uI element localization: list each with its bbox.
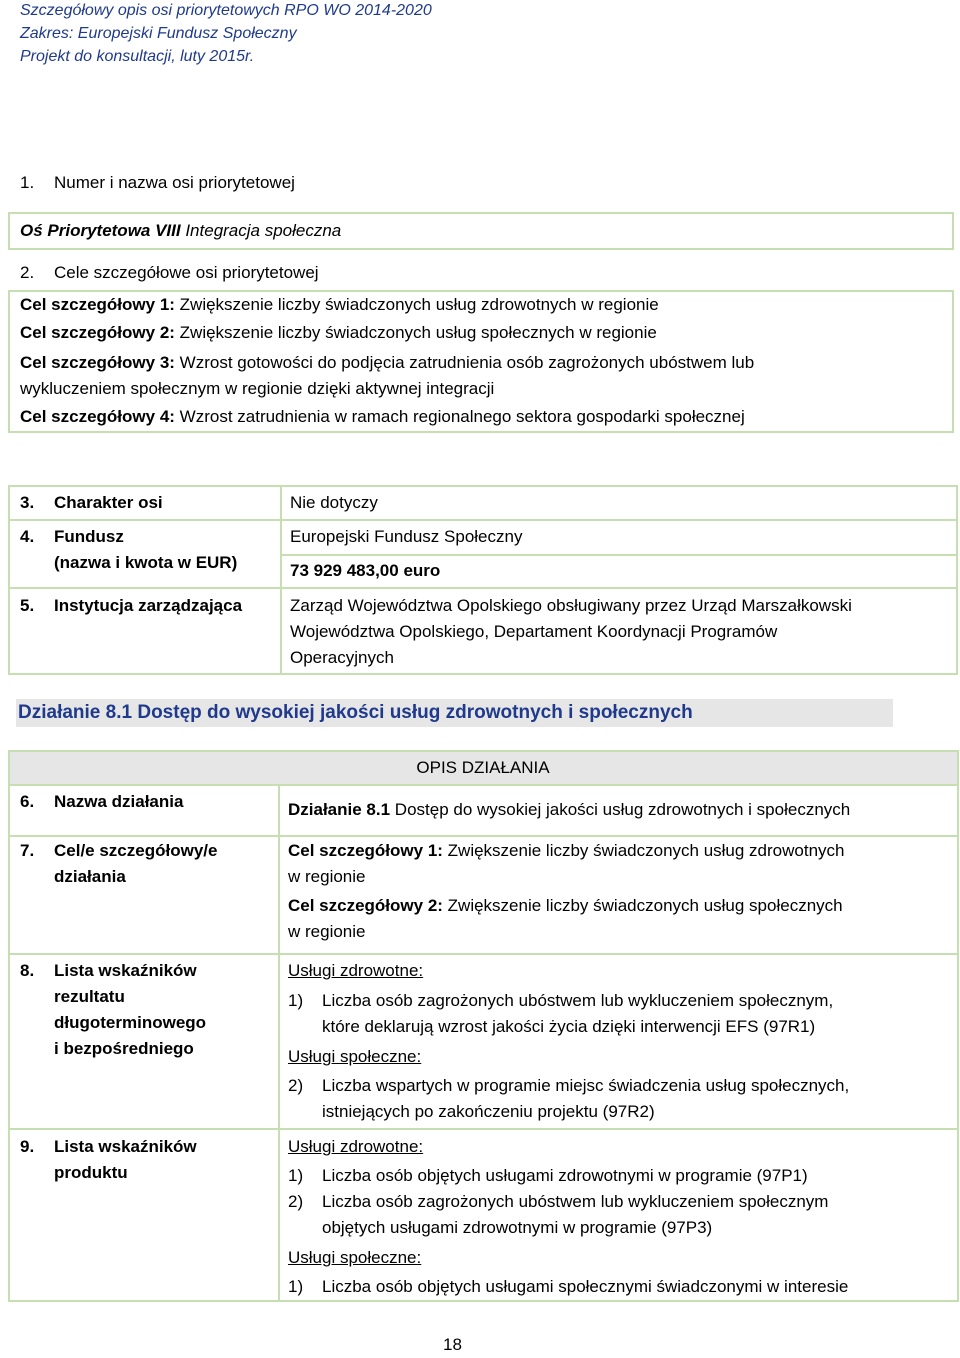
section1-title: Numer i nazwa osi priorytetowej bbox=[54, 173, 295, 192]
section3-label bbox=[20, 490, 163, 516]
row8-indicator-2-num: 2) bbox=[288, 1076, 304, 1095]
row8-indicator-1-num: 1) bbox=[288, 991, 304, 1010]
goal-4-text: Wzrost zatrudnienia w ramach regionalnego sektora gospodarki społecznej bbox=[174, 407, 745, 426]
row7-goal1 bbox=[288, 838, 845, 864]
section3-label-text: Charakter osi bbox=[54, 493, 163, 512]
row6-label bbox=[20, 789, 183, 815]
row6-divider bbox=[8, 835, 959, 837]
goal-4-label: Cel szczegółowy 4: bbox=[20, 407, 175, 426]
goal-3-label: Cel szczegółowy 3: bbox=[20, 353, 175, 372]
row6-value-rest: Dostęp do wysokiej jakości usług zdrowotnych i społecznych bbox=[390, 800, 851, 819]
section3-number: 3. bbox=[20, 493, 35, 512]
row7-divider bbox=[8, 953, 959, 955]
opis-dzialania-heading: OPIS DZIAŁANIA bbox=[416, 758, 550, 777]
section1-heading bbox=[20, 170, 295, 196]
row9-indicator-2-text: Liczba osób zagrożonych ubóstwem lub wykluczeniem społecznym bbox=[322, 1192, 829, 1211]
action-title bbox=[18, 700, 693, 726]
axis-name bbox=[20, 218, 341, 244]
row6-number: 6. bbox=[20, 792, 35, 811]
row7-number: 7. bbox=[20, 841, 35, 860]
action-title-bold: Działanie 8.1 bbox=[18, 702, 133, 723]
axis-info-row-divider-1 bbox=[8, 519, 958, 521]
action-title-rest: Dostęp do wysokiej jakości usług zdrowotnych i społecznych bbox=[132, 702, 693, 723]
row7-goal2-text: Zwiększenie liczby świadczonych usług społecznych bbox=[442, 896, 843, 915]
section2-title: Cele szczegółowe osi priorytetowej bbox=[54, 263, 319, 282]
row8-label bbox=[20, 958, 197, 984]
managing-authority-line1: Zarząd Województwa Opolskiego obsługiwany przez Urząd Marszałkowski bbox=[290, 596, 852, 615]
doc-header-line2: Zakres: Europejski Fundusz Społeczny bbox=[20, 25, 297, 42]
row8-indicator-1-text: Liczba osób zagrożonych ubóstwem lub wykluczeniem społecznym, bbox=[322, 991, 834, 1010]
goal-2 bbox=[20, 320, 657, 346]
row6-value bbox=[288, 797, 850, 823]
row9-indicator-2-num: 2) bbox=[288, 1192, 304, 1211]
row8-number: 8. bbox=[20, 961, 35, 980]
row9-indicator-2-cont: objętych usługami zdrowotnymi w programie (97P3) bbox=[322, 1218, 713, 1237]
row7-goal1-label: Cel szczegółowy 1: bbox=[288, 841, 443, 860]
row7-label bbox=[20, 838, 217, 864]
row9-health-heading: Usługi zdrowotne: bbox=[288, 1137, 424, 1156]
row9-indicator-1-text: Liczba osób objętych usługami zdrowotnymi w programie (97P1) bbox=[322, 1166, 808, 1185]
opis-header-divider bbox=[8, 784, 959, 786]
row8-label-2: rezultatu bbox=[54, 987, 125, 1006]
goal-4 bbox=[20, 404, 745, 430]
row8-divider bbox=[8, 1128, 959, 1130]
row7-goal1-text: Zwiększenie liczby świadczonych usług zdrowotnych bbox=[442, 841, 845, 860]
row9-label-text: Lista wskaźników bbox=[54, 1137, 197, 1156]
row7-label-text: Cel/e szczegółowy/e bbox=[54, 841, 218, 860]
row8-health-heading: Usługi zdrowotne: bbox=[288, 961, 424, 980]
section4-label-sub: (nazwa i kwota w EUR) bbox=[54, 553, 238, 572]
row8-indicator-2 bbox=[288, 1073, 849, 1099]
row6-value-bold: Działanie 8.1 bbox=[288, 800, 391, 819]
fund-inner-divider bbox=[282, 554, 958, 556]
row8-indicator-1-cont: które deklarują wzrost jakości życia dzięki interwencji EFS (97R1) bbox=[322, 1017, 816, 1036]
section5-number: 5. bbox=[20, 596, 35, 615]
goal-1-text: Zwiększenie liczby świadczonych usług zdrowotnych w regionie bbox=[174, 295, 659, 314]
doc-header-line3: Projekt do konsultacji, luty 2015r. bbox=[20, 48, 255, 65]
goal-3 bbox=[20, 350, 754, 376]
row6-label-text: Nazwa działania bbox=[54, 792, 184, 811]
axis-info-row-divider-2 bbox=[8, 587, 958, 589]
row7-goal2 bbox=[288, 893, 843, 919]
section4-label-text: Fundusz bbox=[54, 527, 124, 546]
action-col-divider bbox=[278, 786, 280, 1302]
doc-header-line1: Szczegółowy opis osi priorytetowych RPO WO 2014-2020 bbox=[20, 2, 432, 19]
page-number: 18 bbox=[443, 1335, 462, 1354]
row8-indicator-1 bbox=[288, 988, 833, 1014]
row9-indicator-1-num: 1) bbox=[288, 1166, 304, 1185]
axis-info-col-divider bbox=[280, 485, 282, 675]
goal-3-text: Wzrost gotowości do podjęcia zatrudnienia osób zagrożonych ubóstwem lub bbox=[174, 353, 755, 372]
row8-indicator-2-cont: istniejących po zakończeniu projektu (97R2) bbox=[322, 1102, 655, 1121]
row9-indicator-2 bbox=[288, 1189, 828, 1215]
axis-name-bold: Oś Priorytetowa VIII bbox=[20, 221, 181, 240]
axis-name-rest: Integracja społeczna bbox=[180, 221, 342, 240]
row9-label-2: produktu bbox=[54, 1163, 128, 1182]
row9-indicator-3 bbox=[288, 1274, 848, 1300]
goal-2-text: Zwiększenie liczby świadczonych usług społecznych w regionie bbox=[174, 323, 657, 342]
goal-1 bbox=[20, 292, 659, 318]
section5-label-text: Instytucja zarządzająca bbox=[54, 596, 243, 615]
section5-label bbox=[20, 593, 242, 619]
row7-goal2-cont: w regionie bbox=[288, 922, 366, 941]
row9-social-heading: Usługi społeczne: bbox=[288, 1248, 422, 1267]
section4-number: 4. bbox=[20, 527, 35, 546]
row8-label-text: Lista wskaźników bbox=[54, 961, 197, 980]
section4-label bbox=[20, 524, 124, 550]
row9-indicator-3-num: 1) bbox=[288, 1277, 304, 1296]
row7-goal2-label: Cel szczegółowy 2: bbox=[288, 896, 443, 915]
row7-label-sub: działania bbox=[54, 867, 126, 886]
fund-name: Europejski Fundusz Społeczny bbox=[290, 527, 523, 546]
managing-authority-line2: Województwa Opolskiego, Departament Koordynacji Programów bbox=[290, 622, 778, 641]
section1-number: 1. bbox=[20, 173, 35, 192]
row8-social-heading: Usługi społeczne: bbox=[288, 1047, 422, 1066]
goal-3-cont: wykluczeniem społecznym w regionie dzięki aktywnej integracji bbox=[20, 379, 495, 398]
goal-1-label: Cel szczegółowy 1: bbox=[20, 295, 175, 314]
row9-indicator-1 bbox=[288, 1163, 808, 1189]
row9-label bbox=[20, 1134, 197, 1160]
row8-label-3: długoterminowego bbox=[54, 1013, 207, 1032]
section3-value: Nie dotyczy bbox=[290, 493, 378, 512]
managing-authority-line3: Operacyjnych bbox=[290, 648, 394, 667]
row8-indicator-2-text: Liczba wspartych w programie miejsc świadczenia usług społecznych, bbox=[322, 1076, 850, 1095]
row7-goal1-cont: w regionie bbox=[288, 867, 366, 886]
fund-amount: 73 929 483,00 euro bbox=[290, 561, 441, 580]
goal-2-label: Cel szczegółowy 2: bbox=[20, 323, 175, 342]
row9-indicator-3-text: Liczba osób objętych usługami społecznymi świadczonymi w interesie bbox=[322, 1277, 849, 1296]
section2-number: 2. bbox=[20, 263, 35, 282]
section2-heading bbox=[20, 260, 319, 286]
row9-number: 9. bbox=[20, 1137, 35, 1156]
row8-label-4: i bezpośredniego bbox=[54, 1039, 194, 1058]
